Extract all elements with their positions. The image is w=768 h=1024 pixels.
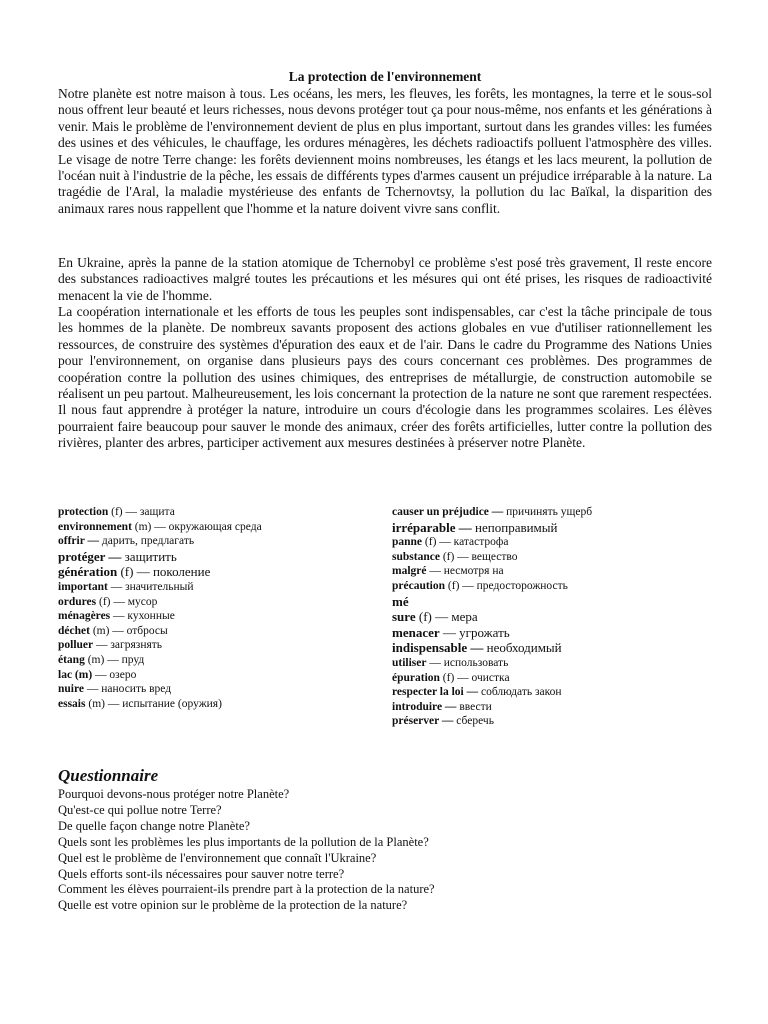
vocabulary-translation: — наносить вред	[84, 683, 172, 696]
vocabulary-term: essais	[58, 697, 86, 710]
vocabulary-translation: — использовать	[426, 656, 509, 669]
vocabulary-item	[392, 625, 712, 641]
question-item: Pourquoi devons-nous protéger notre Planète?	[58, 787, 290, 801]
vocabulary-translation: (f) — защита	[108, 506, 175, 518]
vocabulary-term: protection	[58, 506, 109, 518]
vocabulary-term: substance	[392, 550, 440, 563]
vocabulary-term: environnement	[58, 520, 132, 533]
vocabulary-term: introduire —	[392, 700, 457, 713]
vocabulary-translation: защитить	[121, 548, 177, 564]
vocabulary-translation: — угрожать	[439, 624, 510, 640]
vocabulary-translation: — несмотря на	[426, 565, 504, 578]
paragraph-cooperation: La coopération internationale et les efforts de tous les peuples sont indispensables, car c'est la tâche principale de tous les hommes de la planète. De nombreux savants proposent des actions globales en vue d'utiliser rationnellement les ressources, de construire des systèmes d'épuration des eaux et de l'air. Dans le cadre du Programme des Nations Unies pour l'environnement, on organise dans plusieurs pays des cours concernant ces problèmes. Des programmes de coopération contre la pollution des usines chimiques, des entreprises de métallurgie, de construction automobile se réalisent un peu partout. Malheureusement, les lois concernant la protection de la nature ne sont que rarement respectées. Il nous faut apprendre à protéger la nature, introduire un cours d'écologie dans les programmes scolaires. Les élèves pourraient faire beaucoup pour sauver le monde des animaux, créer des forêts artificielles, lutter contre la pollution des rivières, planter des arbres, participer activement aux mesures destinées à préserver notre Planète.	[58, 304, 712, 451]
vocabulary-item	[58, 580, 378, 595]
vocabulary-item	[58, 609, 378, 624]
vocabulary-item	[58, 505, 378, 520]
vocabulary-term: polluer	[58, 639, 94, 652]
vocabulary-term: étang	[58, 653, 85, 666]
vocabulary-term: préserver —	[392, 715, 454, 728]
question-item: De quelle façon change notre Planète?	[58, 818, 250, 833]
vocabulary-item	[58, 668, 378, 683]
vocabulary-translation: необходимый	[483, 640, 562, 656]
vocabulary-item	[392, 609, 712, 625]
vocabulary-term: malgré	[392, 565, 427, 578]
vocabulary-item	[392, 520, 712, 536]
vocabulary-term: lac (m)	[58, 668, 93, 681]
vocabulary-translation: — значительный	[107, 580, 194, 593]
vocabulary-translation: сберечь	[453, 715, 494, 728]
vocabulary-item	[392, 594, 712, 610]
vocabulary-translation: причинять ущерб	[503, 506, 593, 518]
vocabulary-translation: непоправимый	[471, 519, 558, 535]
vocabulary-item	[392, 564, 712, 579]
vocabulary-translation: (f) — вещество	[439, 550, 518, 563]
vocabulary-list-left	[58, 505, 378, 711]
vocabulary-term: ordures	[58, 595, 97, 608]
vocabulary-translation: — загрязнять	[93, 639, 163, 652]
vocabulary-translation: (m) — окружающая среда	[131, 520, 262, 533]
vocabulary-item	[392, 671, 712, 686]
vocabulary-translation: — кухонные	[110, 610, 175, 623]
vocabulary-term: nuire	[58, 683, 84, 696]
vocabulary-translation: (f) — мусор	[96, 595, 158, 608]
vocabulary-translation: (f) — катастрофа	[422, 536, 509, 549]
vocabulary-translation: дарить, предлагать	[98, 535, 195, 548]
vocabulary-item	[58, 534, 378, 549]
vocabulary-term: génération	[58, 564, 118, 580]
vocabulary-item	[58, 520, 378, 535]
question-item: Quel est le problème de l'environnement que connaît l'Ukraine?	[58, 850, 377, 865]
vocabulary-item	[392, 685, 712, 700]
document-title: La protection de l'environnement	[288, 69, 482, 84]
vocabulary-translation: (f) — предосторожность	[445, 579, 568, 592]
question-item: Qu'est-ce qui pollue notre Terre?	[58, 802, 222, 817]
paragraph-intro: Notre planète est notre maison à tous. Les océans, les mers, les fleuves, les forêts, les montagnes, la terre et le sous-sol nous offrent leur beauté et leurs richesses, nous devons protéger tout ça pour nous-même, nos enfants et les générations à venir. Mais le problème de l'environnement devient de plus en plus important, surtout dans les grandes villes: les fumées des usines et des véhicules, le chauffage, les ordures ménagères, les déchets radioactifs polluent l'atmosphère des villes. Le visage de notre Terre change: les forêts deviennent moins nombreuses, les étangs et les lacs meurent, la pollution de l'océan nuit à l'industrie de la pêche, les essais de différents types d'armes causent un préjudice irréparable à la nature. La tragédie de l'Aral, la maladie mystérieuse des enfants de Tchernovtsy, la pollution du lac Baïkal, la disparition des animaux rares nous rappellent que l'homme et la nature doivent vivre sans conflit.	[58, 86, 712, 216]
vocabulary-item	[58, 595, 378, 610]
vocabulary-term: protéger —	[58, 548, 122, 564]
vocabulary-term: déchet	[58, 624, 90, 637]
vocabulary-item	[58, 653, 378, 668]
vocabulary-term: menacer	[392, 624, 440, 640]
vocabulary-item	[392, 714, 712, 729]
vocabulary-term: offrir —	[58, 535, 99, 548]
vocabulary-list-right	[392, 505, 712, 729]
vocabulary-term: mé	[392, 593, 409, 609]
vocabulary-item	[58, 624, 378, 639]
vocabulary-item	[392, 535, 712, 550]
vocabulary-term: précaution	[392, 579, 446, 592]
vocabulary-item	[58, 549, 378, 565]
vocabulary-term: utiliser	[392, 656, 427, 669]
vocabulary-term: ménagères	[58, 610, 111, 623]
vocabulary-item	[58, 564, 378, 580]
vocabulary-term: sure	[392, 609, 416, 625]
vocabulary-translation: (f) — очистка	[439, 671, 510, 684]
vocabulary-item	[58, 697, 378, 712]
vocabulary-item	[392, 700, 712, 715]
question-item: Quels efforts sont-ils nécessaires pour sauver notre terre?	[58, 866, 345, 881]
vocabulary-translation: (f) — поколение	[117, 564, 211, 580]
vocabulary-term: important	[58, 580, 108, 593]
vocabulary-translation: ввести	[456, 700, 492, 713]
vocabulary-item	[392, 640, 712, 656]
questionnaire-list	[58, 787, 712, 914]
vocabulary-term: respecter la loi —	[392, 686, 479, 699]
vocabulary-item	[392, 505, 712, 520]
vocabulary-term: irréparable —	[392, 519, 472, 535]
vocabulary-term: causer un préjudice —	[392, 506, 504, 518]
vocabulary-translation: (m) — испытание (оружия)	[85, 697, 222, 710]
question-item: Comment les élèves pourraient-ils prendre part à la protection de la nature?	[58, 882, 435, 897]
vocabulary-term: panne	[392, 536, 423, 549]
question-item: Quels sont les problèmes les plus importants de la pollution de la Planète?	[58, 834, 429, 849]
vocabulary-term: indispensable —	[392, 640, 484, 656]
vocabulary-translation: (m) — отбросы	[89, 624, 168, 637]
vocabulary-translation: — озеро	[92, 668, 137, 681]
questionnaire-title: Questionnaire	[58, 766, 159, 785]
vocabulary-item	[58, 682, 378, 697]
vocabulary-translation: (f) — мера	[415, 609, 478, 625]
vocabulary-item	[58, 638, 378, 653]
vocabulary-term: épuration	[392, 671, 440, 684]
vocabulary-item	[392, 579, 712, 594]
vocabulary-translation: соблюдать закон	[478, 686, 562, 699]
paragraph-ukraine: En Ukraine, après la panne de la station atomique de Tchernobyl ce problème s'est posé très gravement, Il reste encore des substances radioactives malgré toutes les précautions et les mésures qui ont été prises, les risques de radioactivité menacent la vie de l'homme.	[58, 255, 712, 303]
vocabulary-item	[392, 656, 712, 671]
vocabulary-item	[392, 550, 712, 565]
vocabulary-translation: (m) — пруд	[84, 653, 145, 666]
question-item: Quelle est votre opinion sur le problème de la protection de la nature?	[58, 898, 408, 913]
